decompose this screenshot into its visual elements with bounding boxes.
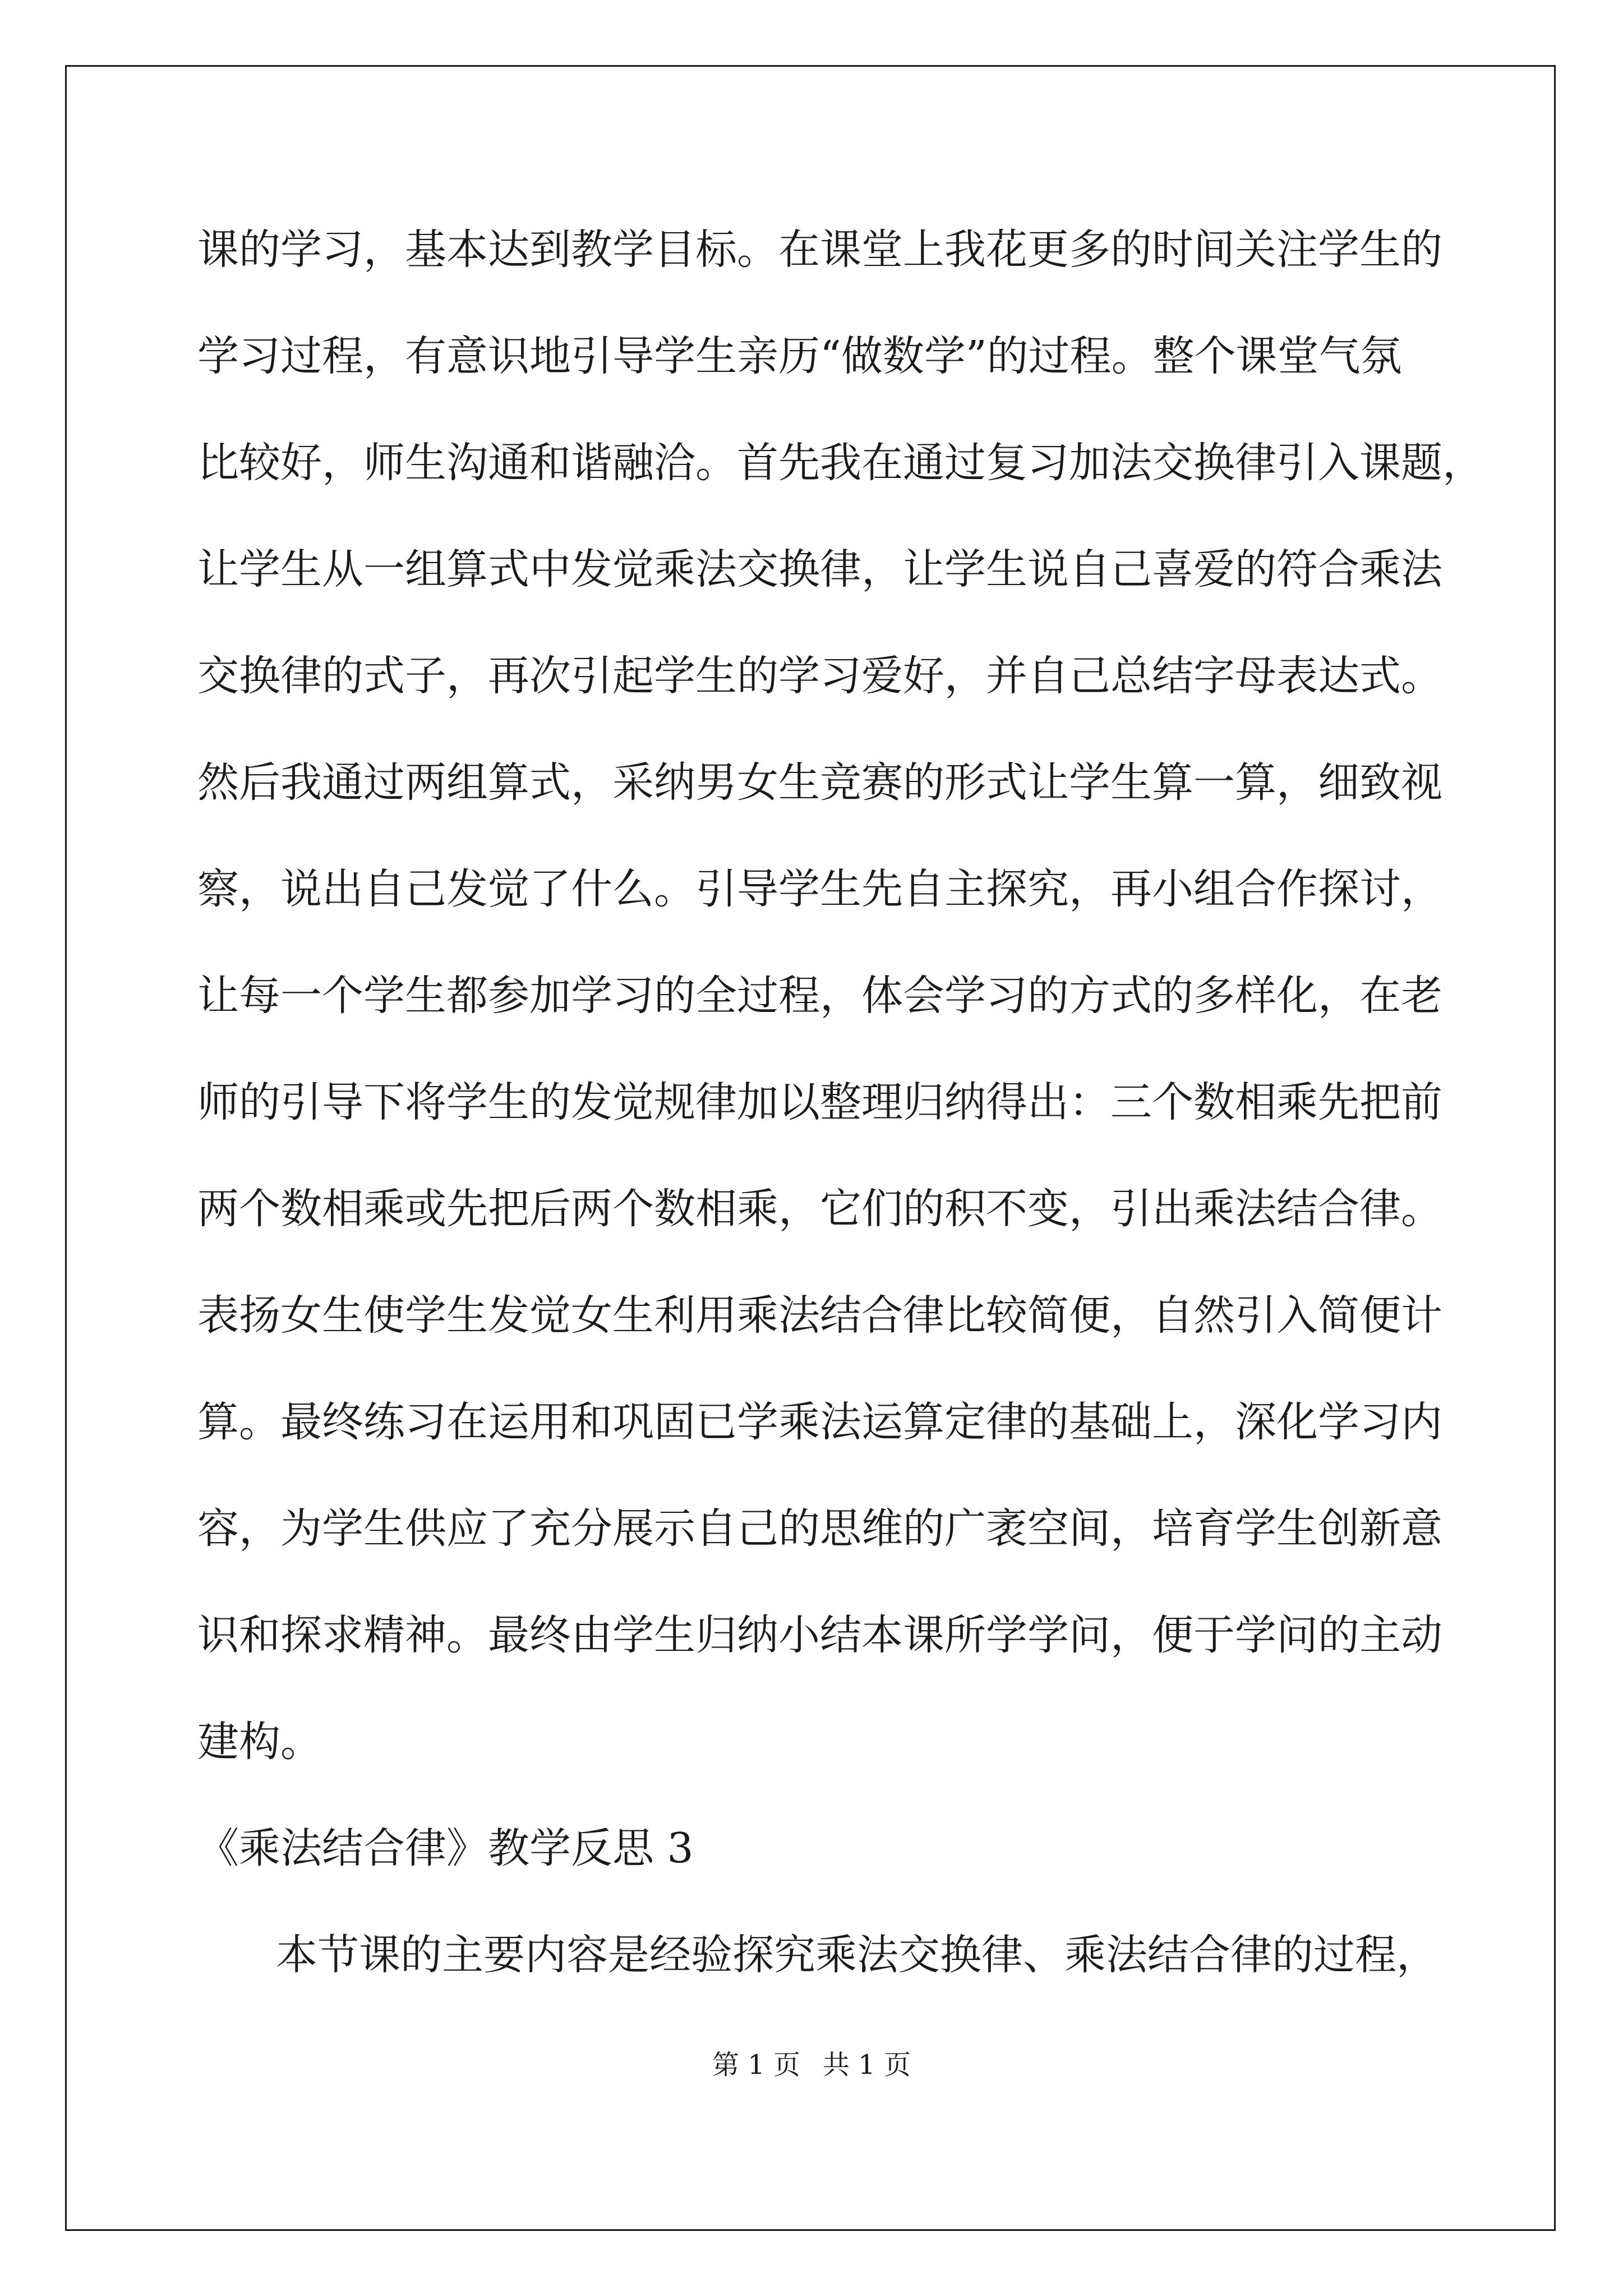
- paragraph-line: 交换律的式子，再次引起学生的学习爱好，并自己总结字母表达式。: [197, 652, 1442, 700]
- paragraph-line: 算。最终练习在运用和巩固已学乘法运算定律的基础上，深化学习内: [197, 1398, 1442, 1446]
- paragraph-line: 表扬女生使学生发觉女生利用乘法结合律比较简便，自然引入简便计: [197, 1291, 1442, 1340]
- paragraph-line: 两个数相乘或先把后两个数相乘，它们的积不变，引出乘法结合律。: [197, 1185, 1442, 1233]
- paragraph-line: 学习过程，有意识地引导学生亲历“做数学”的过程。整个课堂气氛: [197, 332, 1402, 380]
- paragraph-line: 比较好，师生沟通和谐融洽。首先我在通过复习加法交换律引入课题，: [197, 439, 1484, 487]
- paragraph-line: 察，说出自己发觉了什么。引导学生先自主探究，再小组合作探讨，: [197, 865, 1442, 913]
- paragraph-line: 课的学习，基本达到教学目标。在课堂上我花更多的时间关注学生的: [197, 226, 1442, 274]
- section-heading: 《乘法结合律》教学反思 3: [197, 1824, 694, 1872]
- paragraph-line: 容，为学生供应了充分展示自己的思维的广袤空间，培育学生创新意: [197, 1504, 1442, 1553]
- page-number: 第 1 页: [712, 2049, 800, 2081]
- section-first-line: 本节课的主要内容是经验探究乘法交换律、乘法结合律的过程，: [276, 1931, 1438, 1979]
- page-footer: [0, 2043, 1623, 2082]
- page-total: 共 1 页: [823, 2049, 911, 2081]
- paragraph-line: 建构。: [197, 1718, 322, 1766]
- paragraph-line: 然后我通过两组算式，采纳男女生竞赛的形式让学生算一算，细致视: [197, 758, 1442, 807]
- paragraph-line: 让学生从一组算式中发觉乘法交换律，让学生说自己喜爱的符合乘法: [197, 545, 1442, 593]
- paragraph-line: 师的引导下将学生的发觉规律加以整理归纳得出：三个数相乘先把前: [197, 1078, 1442, 1126]
- document-body: [197, 208, 1484, 2019]
- paragraph-line: 让每一个学生都参加学习的全过程，体会学习的方式的多样化，在老: [197, 972, 1442, 1020]
- paragraph-line: 识和探求精神。最终由学生归纳小结本课所学学问，便于学问的主动: [197, 1611, 1442, 1659]
